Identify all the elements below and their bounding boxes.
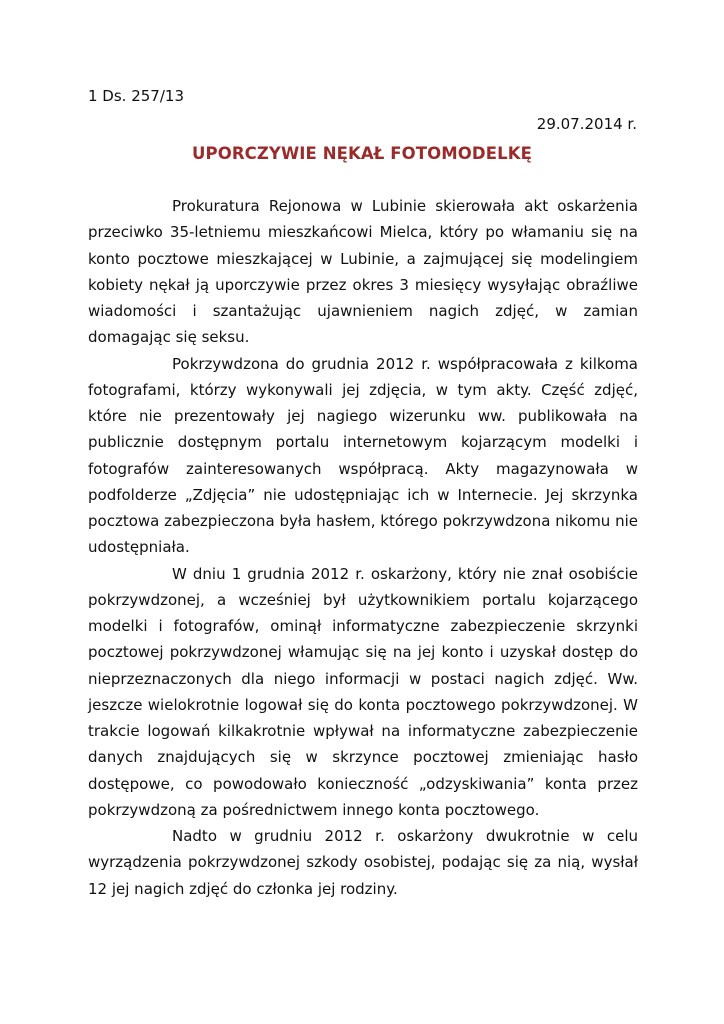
document-date: 29.07.2014 r. bbox=[536, 115, 637, 133]
paragraph: Pokrzywdzona do grudnia 2012 r. współpracowała z kilkoma fotografami, którzy wykonywali jej zdjęcia, w tym akty. Część zdjęć, które nie prezentowały jej nagiego wizerunku ww. publikowała na publicznie dostępnym portalu internetowym kojarzącym modelki i fotografów zainteresowanych współpracą. Akty magazynowała w podfolderze „Zdjęcia” nie udostępniając ich w Internecie. Jej skrzynka pocztowa zabezpieczona była hasłem, którego pokrzywdzona nikomu nie udostępniała. bbox=[88, 354, 638, 557]
case-number: 1 Ds. 257/13 bbox=[88, 87, 184, 105]
paragraph: Prokuratura Rejonowa w Lubinie skierowała akt oskarżenia przeciwko 35-letniemu mieszkańcowi Mielca, który po włamaniu się na konto pocztowe mieszkającej w Lubinie, a zajmującej się modelingiem kobiety nękał ją uporczywie przez okres 3 miesięcy wysyłając obraźliwe wiadomości i szantażując ujawnieniem nagich zdjęć, w zamian domagając się seksu. bbox=[88, 197, 638, 347]
paragraph: Nadto w grudniu 2012 r. oskarżony dwukrotnie w celu wyrządzenia pokrzywdzonej szkody osobistej, podając się za nią, wysłał 12 jej nagich zdjęć do członka jej rodziny. bbox=[88, 827, 638, 898]
document-body bbox=[88, 193, 638, 902]
document-title: UPORCZYWIE NĘKAŁ FOTOMODELKĘ bbox=[192, 144, 532, 163]
paragraph: W dniu 1 grudnia 2012 r. oskarżony, który nie znał osobiście pokrzywdzonej, a wcześniej był użytkownikiem portalu kojarzącego modelki i fotografów, ominął informatyczne zabezpieczenie skrzynki pocztowej pokrzywdzonej włamując się na jej konto i uzyskał dostęp do nieprzeznaczonych dla niego informacji w postaci nagich zdjęć. Ww. jeszcze wielokrotnie logował się do konta pocztowego pokrzywdzonej. W trakcie logowań kilkakrotnie wpływał na informatyczne zabezpieczenie danych znajdujących się w skrzynce pocztowej zmieniając hasło dostępowe, co powodowało konieczność „odzyskiwania” konta przez pokrzywdzoną za pośrednictwem innego konta pocztowego. bbox=[88, 564, 638, 819]
